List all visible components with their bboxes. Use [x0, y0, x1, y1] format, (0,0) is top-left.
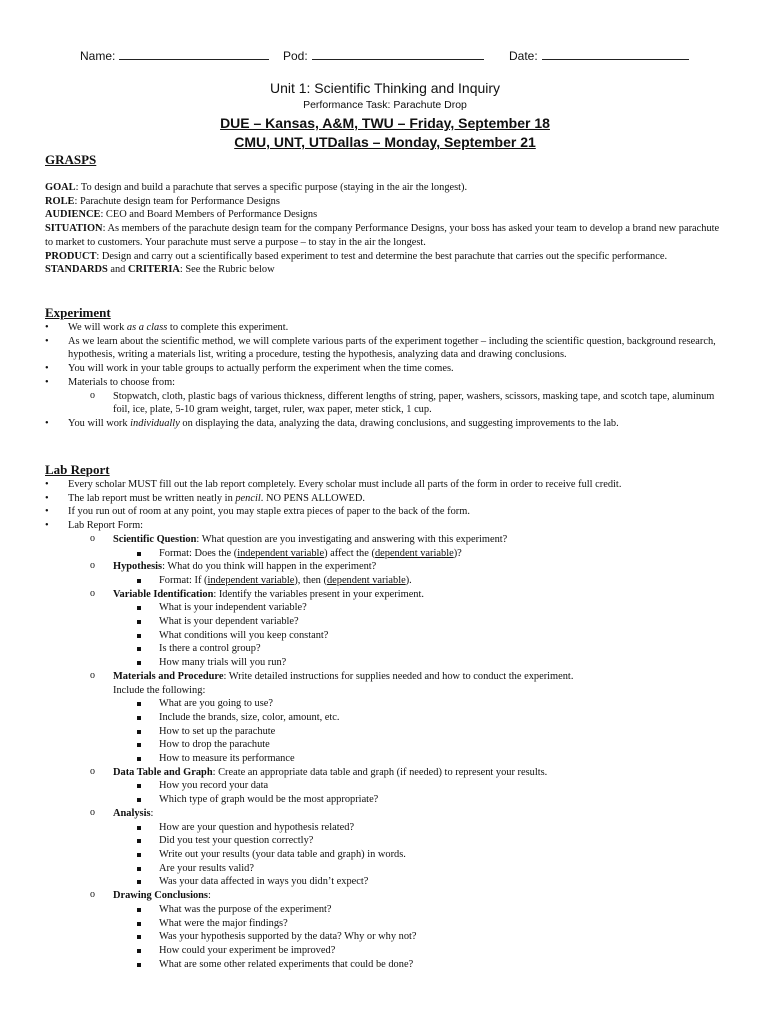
list-item: Are your results valid?	[135, 862, 725, 876]
list-item: • You will work in your table groups to actually perform the experiment when the time comes.	[45, 362, 725, 376]
list-item: • The lab report must be written neatly in pencil. NO PENS ALLOWED.	[45, 492, 725, 506]
situation-line: SITUATION: As members of the parachute design team for the company Performance Designs, your boss has asked your team to develop a brand new parachute to market to customers. Your parachute must serve a purpose – to stay in the air the longest.	[45, 223, 720, 248]
list-item: What were the major findings?	[135, 917, 725, 931]
list-item: What conditions will you keep constant?	[135, 629, 725, 643]
list-item: • We will work as a class to complete this experiment.	[45, 321, 725, 335]
list-item: Was your data affected in ways you didn’t expect?	[135, 875, 725, 889]
list-item: What are you going to use?	[135, 697, 725, 711]
hypothesis-item: o Hypothesis: What do you think will happen in the experiment?	[90, 560, 725, 574]
list-item: Was your hypothesis supported by the data? Why or why not?	[135, 930, 725, 944]
date-label: Date:	[509, 49, 538, 63]
due-date-line-2: CMU, UNT, UTDallas – Monday, September 21	[234, 134, 536, 150]
pod-line[interactable]	[312, 47, 484, 60]
name-label: Name:	[80, 49, 116, 63]
audience-line: AUDIENCE: CEO and Board Members of Performance Designs	[45, 209, 318, 221]
experiment-heading: Experiment	[45, 305, 111, 320]
due-date-line-1: DUE – Kansas, A&M, TWU – Friday, September 18	[220, 115, 550, 131]
list-item: • You will work individually on displaying the data, analyzing the data, drawing conclusions, and suggesting improvements to the lab.	[45, 417, 725, 431]
sq-format-item: Format: Does the (independent variable) affect the (dependent variable)?	[135, 547, 725, 561]
list-item: • As we learn about the scientific method, we will complete various parts of the experiment together – including the scientific question, background research, hypothesis, writing a materials list, writing a procedure, testing the hypothesis, analyzing data and drawing conclusions.	[45, 335, 725, 362]
experiment-list	[45, 321, 725, 431]
list-item: How many trials will you run?	[135, 656, 725, 670]
list-item: How are your question and hypothesis related?	[135, 821, 725, 835]
pod-field[interactable]	[283, 47, 509, 63]
date-line[interactable]	[542, 47, 689, 60]
role-line: ROLE: Parachute design team for Performance Designs	[45, 195, 280, 207]
list-item: What are some other related experiments that could be done?	[135, 958, 725, 972]
list-item: How could your experiment be improved?	[135, 944, 725, 958]
list-item: How to set up the parachute	[135, 725, 725, 739]
product-line: PRODUCT: Design and carry out a scientifically based experiment to test and determine the best parachute that carries out the specific performance.	[45, 250, 668, 262]
list-item: How to drop the parachute	[135, 738, 725, 752]
grasps-section	[45, 181, 725, 277]
lab-report-heading: Lab Report	[45, 462, 110, 477]
student-info-row	[80, 47, 690, 63]
list-item: What is your independent variable?	[135, 601, 725, 615]
list-item: How to measure its performance	[135, 752, 725, 766]
list-item: Did you test your question correctly?	[135, 834, 725, 848]
list-item: How you record your data	[135, 779, 725, 793]
name-field[interactable]	[80, 47, 283, 63]
list-item: • If you run out of room at any point, you may staple extra pieces of paper to the back of the form.	[45, 505, 725, 519]
name-line[interactable]	[119, 47, 269, 60]
hypothesis-format-item: Format: If (independent variable), then (dependent variable).	[135, 574, 725, 588]
scientific-question-item: o Scientific Question: What question are you investigating and answering with this experiment?	[90, 533, 725, 547]
list-item: Write out your results (your data table and graph) in words.	[135, 848, 725, 862]
list-item: • Every scholar MUST fill out the lab report completely. Every scholar must include all parts of the form in order to receive full credit.	[45, 478, 725, 492]
goal-line: GOAL: To design and build a parachute that serves a specific purpose (staying in the air the longest).	[45, 182, 468, 193]
grasps-heading: GRASPS	[45, 152, 97, 167]
task-subtitle: Performance Task: Parachute Drop	[303, 99, 467, 111]
list-item: Which type of graph would be the most appropriate?	[135, 793, 725, 807]
list-item: What was the purpose of the experiment?	[135, 903, 725, 917]
date-field[interactable]	[509, 47, 689, 63]
variable-identification-item: o Variable Identification: Identify the variables present in your experiment.	[90, 588, 725, 602]
list-item: Include the brands, size, color, amount, etc.	[135, 711, 725, 725]
pod-label: Pod:	[283, 49, 308, 63]
drawing-conclusions-item: o Drawing Conclusions:	[90, 889, 725, 903]
list-item: What is your dependent variable?	[135, 615, 725, 629]
list-item: Is there a control group?	[135, 642, 725, 656]
analysis-item: o Analysis:	[90, 807, 725, 821]
materials-sub-item: o Stopwatch, cloth, plastic bags of various thickness, different lengths of string, paper, washers, scissors, masking tape, and scotch tape, aluminum foil, ice, plate, 5-10 gram weight, target, ruler, wax paper, meter stick, 1 cup.	[90, 390, 725, 417]
list-item: • Lab Report Form:	[45, 519, 725, 533]
list-item: • Materials to choose from:	[45, 376, 725, 390]
materials-procedure-item: o Materials and Procedure: Write detailed instructions for supplies needed and how to conduct the experiment. Include the following:	[90, 670, 725, 697]
standards-line: STANDARDS and CRITERIA: See the Rubric below	[45, 264, 275, 276]
lab-report-list	[45, 478, 725, 971]
data-table-graph-item: o Data Table and Graph: Create an appropriate data table and graph (if needed) to represent your results.	[90, 766, 725, 780]
unit-title: Unit 1: Scientific Thinking and Inquiry	[269, 80, 501, 96]
